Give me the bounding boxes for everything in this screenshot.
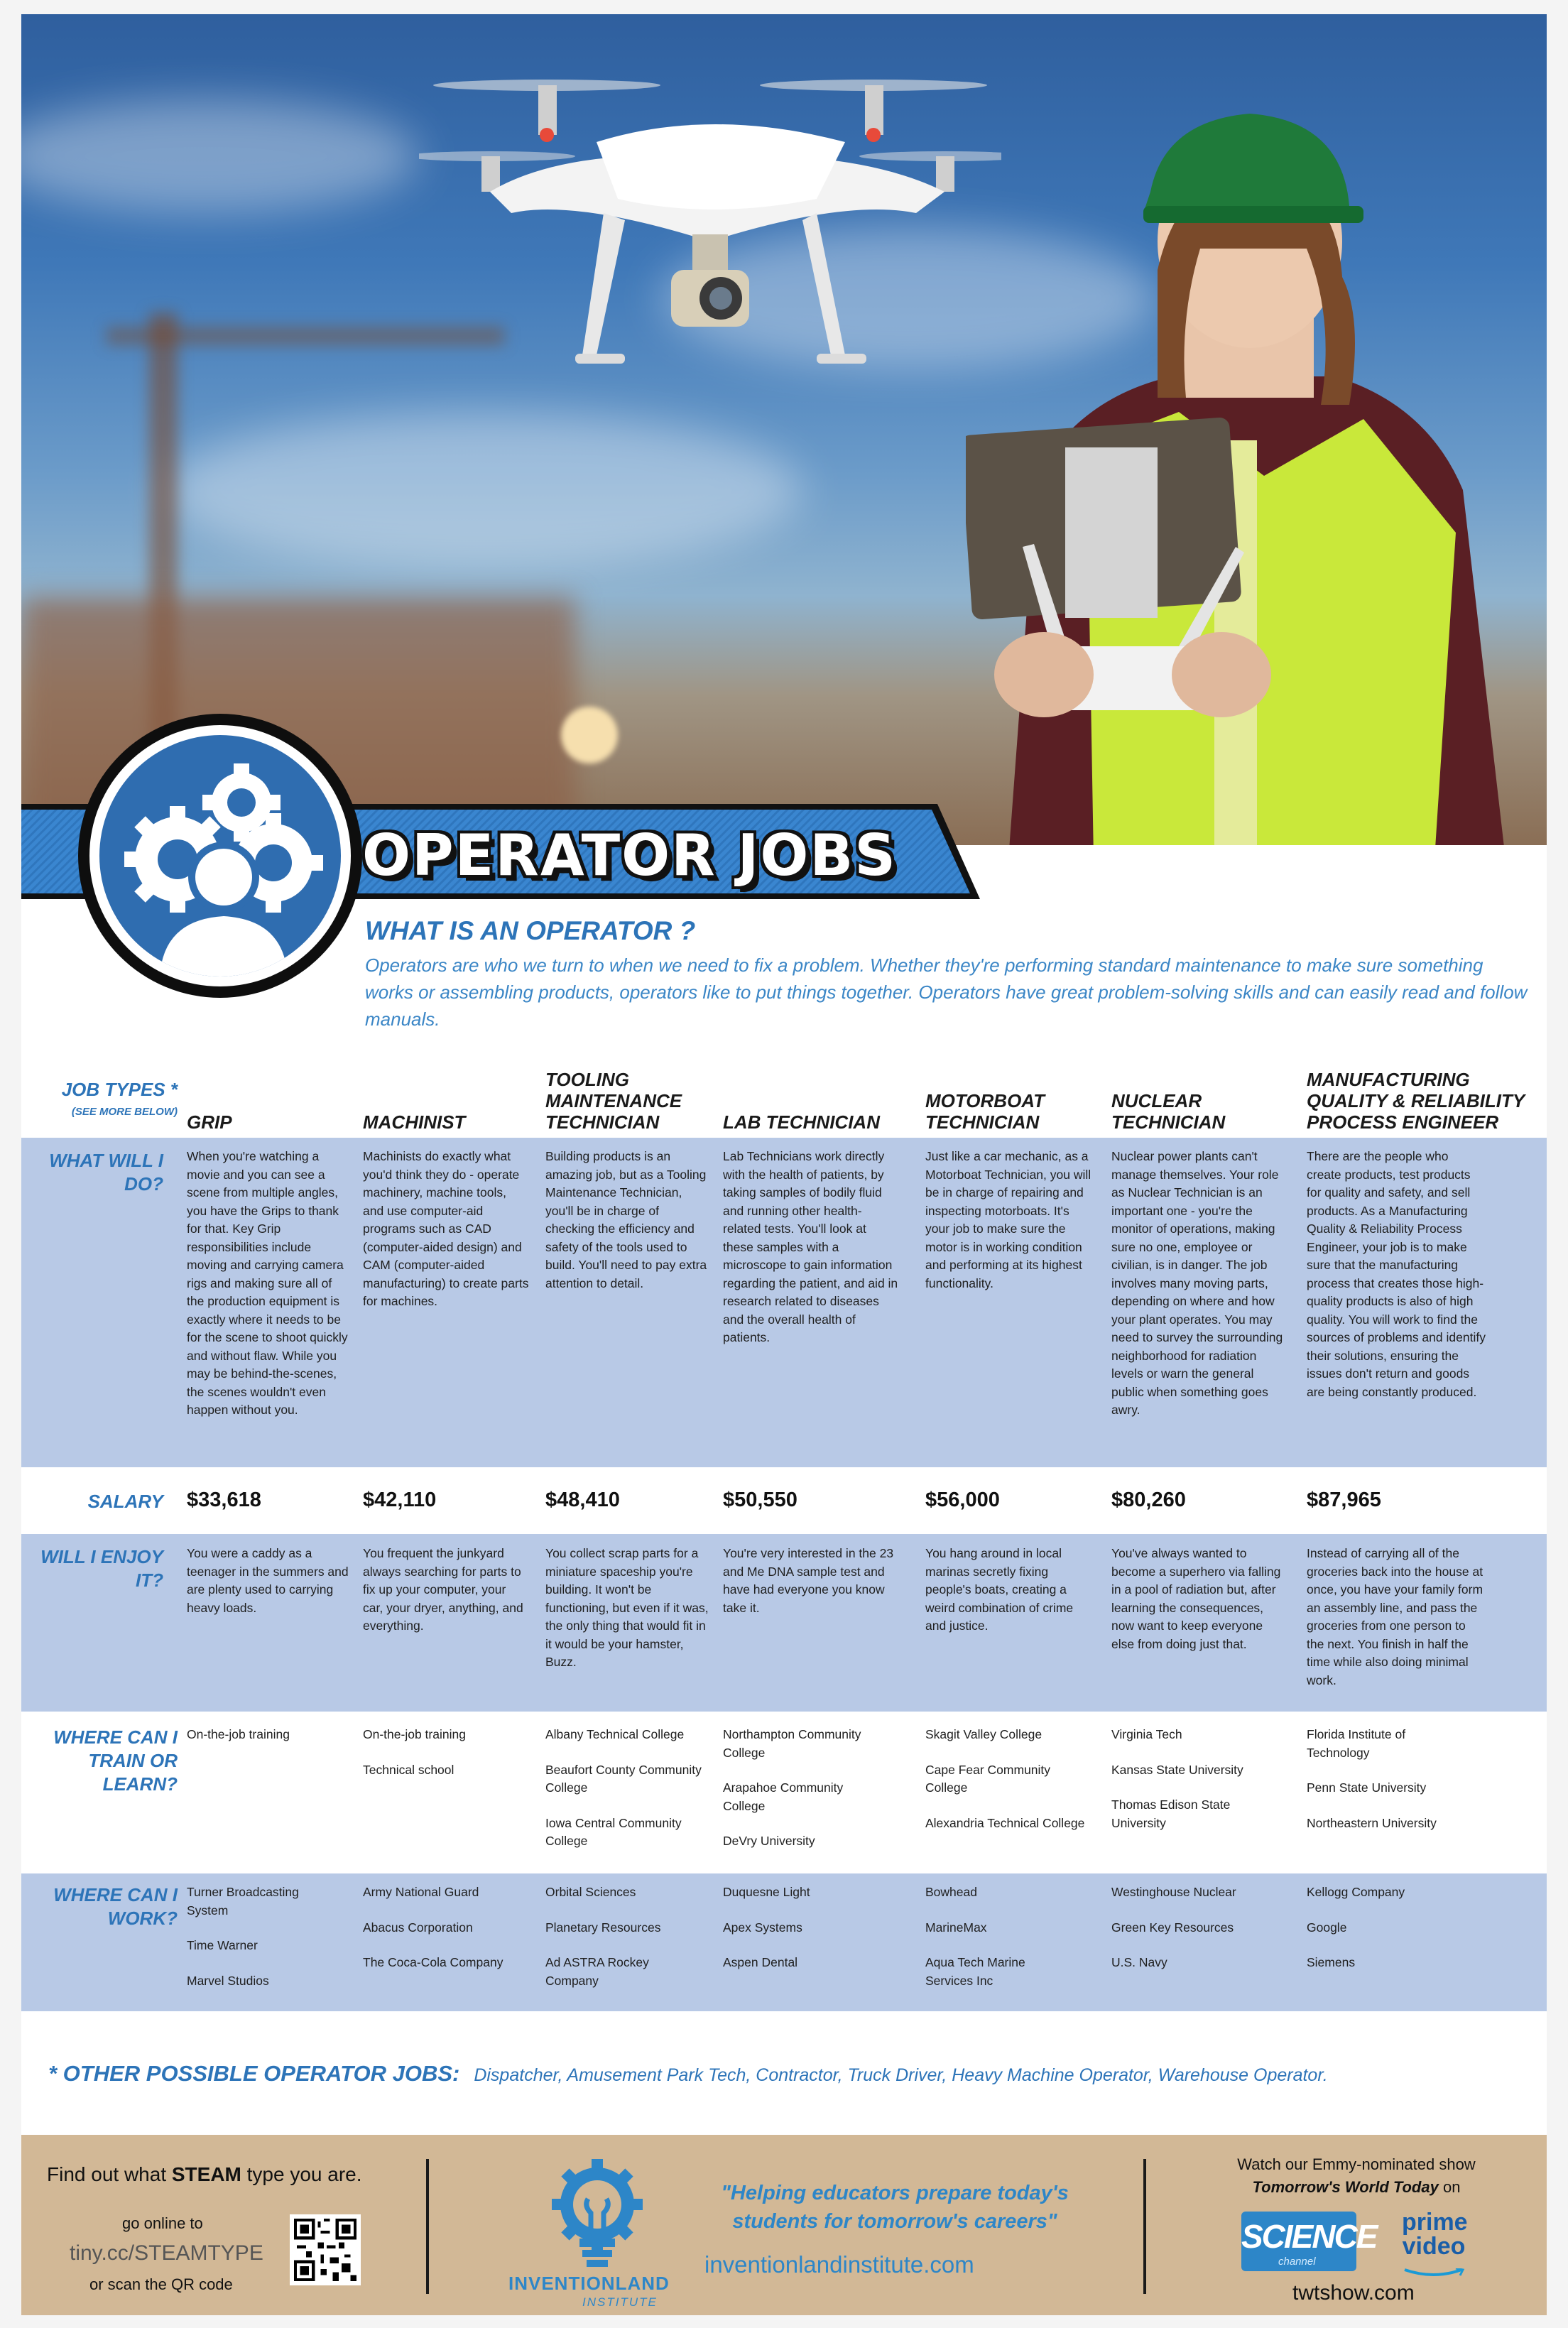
list-item: Orbital Sciences — [545, 1885, 636, 1899]
list-item: Army National Guard — [363, 1885, 479, 1899]
list-item: Virginia Tech — [1111, 1727, 1182, 1741]
work-lab — [723, 1883, 886, 1989]
list-item: Florida Institute of Technology — [1307, 1727, 1406, 1760]
job-header-machinist: MACHINIST — [363, 1111, 466, 1133]
page-title: OPERATOR JOBS — [362, 822, 897, 888]
what-lab: Lab Technicians work directly with the health of patients, by taking samples of bodily fluid and running other health-related tests. You'll look at these samples with a microscope to gain information regarding the patient, and aid in research related to diseases and the overall health of patients. — [723, 1149, 898, 1344]
show-link[interactable]: twtshow.com — [1292, 2281, 1415, 2305]
salary-grip: $33,618 — [187, 1489, 261, 1511]
list-item: Cape Fear Community College — [925, 1762, 1051, 1795]
list-item: The Coca-Cola Company — [363, 1955, 503, 1969]
list-item: On-the-job training — [363, 1727, 466, 1741]
steam-type-link[interactable]: tiny.cc/STEAMTYPE — [70, 2241, 263, 2265]
other-jobs-list: Dispatcher, Amusement Park Tech, Contractor, Truck Driver, Heavy Machine Operator, Warehouse Operator. — [474, 2065, 1328, 2085]
list-item: Thomas Edison State University — [1111, 1797, 1231, 1830]
row-label-enjoy: WILL I ENJOY IT? — [40, 1546, 163, 1591]
train-lab — [723, 1726, 872, 1868]
steam-prompt-bold: STEAM — [171, 2163, 241, 2185]
intro-body: Operators are who we turn to when we need to fix a problem. Whether they're performing standard maintenance to make sure something works or assembling products, operators like to put things together. Operators have great problem-solving skills and can easily read and follow manuals. — [365, 954, 1528, 1030]
job-header-lab: LAB TECHNICIAN — [723, 1111, 880, 1133]
list-item: On-the-job training — [187, 1727, 290, 1741]
enjoy-tooling: You collect scrap parts for a miniature spaceship you're building. It won't be functioning, but even if it was, the only thing that would fit in it would be your hamster, Buzz. — [545, 1546, 709, 1669]
salary-machinist: $42,110 — [363, 1489, 437, 1511]
row-label-work: WHERE CAN I WORK? — [53, 1884, 178, 1929]
operator-photo — [966, 107, 1506, 845]
work-motorboat — [925, 1883, 1067, 2007]
science-channel-logo: SCIENCE — [1241, 2212, 1356, 2271]
list-item: MarineMax — [925, 1920, 987, 1935]
smile-icon — [1402, 2268, 1466, 2278]
list-item: Duquesne Light — [723, 1885, 810, 1899]
institute-name: INVENTIONLAND — [508, 2273, 670, 2294]
enjoy-machinist: You frequent the junkyard always searching for parts to fix up your computer, your car, your dryer, anything, and everything. — [363, 1546, 523, 1633]
train-nuclear — [1111, 1726, 1287, 1849]
list-item: Beaufort County Community College — [545, 1762, 702, 1795]
list-item: Aspen Dental — [723, 1955, 798, 1969]
list-item: Arapahoe Community College — [723, 1780, 844, 1813]
list-item: Siemens — [1307, 1955, 1356, 1969]
job-header-nuclear: NUCLEAR TECHNICIAN — [1111, 1090, 1226, 1133]
steam-prompt — [47, 2163, 362, 2186]
list-item: Northeastern University — [1307, 1815, 1437, 1830]
watch-text — [1186, 2153, 1527, 2199]
list-item: Alexandria Technical College — [925, 1815, 1085, 1830]
work-grip — [187, 1883, 343, 2007]
footer — [21, 2135, 1547, 2315]
lightbulb-gear-icon — [544, 2156, 650, 2270]
list-item: Westinghouse Nuclear — [1111, 1885, 1236, 1899]
drone-illustration — [419, 57, 1001, 426]
list-item: Bowhead — [925, 1885, 977, 1899]
job-types-label: JOB TYPES * — [61, 1079, 178, 1100]
qr-code-icon — [294, 2219, 356, 2281]
train-tooling — [545, 1726, 710, 1868]
other-jobs — [48, 2061, 1525, 2087]
intro-heading: WHAT IS AN OPERATOR ? — [365, 916, 696, 945]
gears-person-icon — [99, 735, 341, 977]
list-item: Penn State University — [1307, 1780, 1427, 1795]
science-channel-sub: channel — [1278, 2256, 1316, 2268]
list-item: Northampton Community College — [723, 1727, 861, 1760]
institute-link[interactable]: inventionlandinstitute.com — [704, 2251, 974, 2278]
other-jobs-label: * OTHER POSSIBLE OPERATOR JOBS: — [48, 2061, 460, 2086]
list-item: DeVry University — [723, 1834, 815, 1848]
list-item: Apex Systems — [723, 1920, 802, 1935]
enjoy-manufacturing: Instead of carrying all of the groceries back into the house at once, you have your family form an assembly line, and pass the groceries from one person to the next. You finish in half the time while also doing minimal work. — [1307, 1546, 1483, 1687]
enjoy-motorboat: You hang around in local marinas secretly fixing people's boats, creating a weird combination of crime and justice. — [925, 1546, 1074, 1633]
show-name: Tomorrow's World Today — [1252, 2178, 1439, 2196]
list-item: Technical school — [363, 1762, 454, 1777]
list-item: Turner Broadcasting System — [187, 1885, 299, 1918]
job-header-manufacturing: MANUFACTURING QUALITY & RELIABILITY PROCESS ENGINEER — [1307, 1069, 1525, 1133]
steam-prompt-prefix: Find out what — [47, 2163, 172, 2185]
list-item: Skagit Valley College — [925, 1727, 1042, 1741]
what-tooling: Building products is an amazing job, but as a Tooling Maintenance Technician, you'll be in charge of checking the efficiency and safety of the tools used to build. You'll need to pay extra attention to detail. — [545, 1149, 707, 1290]
list-item: Abacus Corporation — [363, 1920, 473, 1935]
list-item: Ad ASTRA Rockey Company — [545, 1955, 649, 1988]
work-machinist — [363, 1883, 505, 1989]
what-nuclear: Nuclear power plants can't manage themselves. Your role as Nuclear Technician is an important one - you're the monitor of operations, making sure no one, employee or civilian, is in danger. The job involves many moving parts, depending on where and how your plant operates. You may need to survey the surrounding neighborhood for radiation levels or warn the general public when something goes awry. — [1111, 1149, 1283, 1417]
what-grip: When you're watching a movie and you can see a scene from multiple angles, you have the Grips to thank for that. Key Grip responsibilities include moving and carrying camera rigs and making sure all of the production equipment is exactly where it needs to be for the scene to shoot quickly and without flaw. While you may be behind-the-scenes, the scenes wouldn't even happen without you. — [187, 1149, 348, 1417]
scan-text: or scan the QR code — [89, 2275, 233, 2293]
row-label-what: WHAT WILL I DO? — [49, 1150, 163, 1195]
job-header-grip: GRIP — [187, 1111, 232, 1133]
list-item: Time Warner — [187, 1938, 258, 1952]
list-item: Green Key Resources — [1111, 1920, 1234, 1935]
list-item: Iowa Central Community College — [545, 1815, 682, 1848]
list-item: U.S. Navy — [1111, 1955, 1167, 1969]
salary-nuclear: $80,260 — [1111, 1489, 1186, 1511]
job-header-tooling: TOOLING MAINTENANCE TECHNICIAN — [545, 1069, 682, 1133]
list-item: Aqua Tech Marine Services Inc — [925, 1955, 1025, 1988]
list-item: Google — [1307, 1920, 1347, 1935]
train-machinist — [363, 1726, 529, 1796]
enjoy-nuclear: You've always wanted to become a superhero via falling in a pool of radiation but, after learning the consequences, now want to keep everyone else from doing just that. — [1111, 1546, 1281, 1651]
train-grip — [187, 1726, 350, 1761]
job-types-sub: (SEE MORE BELOW) — [71, 1106, 178, 1118]
list-item: Marvel Studios — [187, 1973, 269, 1988]
list-item: Planetary Resources — [545, 1920, 661, 1935]
prime-video-text: prime video — [1402, 2209, 1468, 2260]
what-manufacturing: There are the people who create products, test products for quality and safety, and sell products. As a Manufacturing Quality & Reliability Process Engineer, your job is to make sure that the manufacturing process that creates those high-quality products is also of high quality. You will work to find the sources of problems and identify their solutions, ensuring the issues don't return and goods are being constantly produced. — [1307, 1149, 1486, 1399]
train-motorboat — [925, 1726, 1094, 1849]
list-item: Albany Technical College — [545, 1727, 685, 1741]
steam-prompt-suffix: type you are. — [241, 2163, 362, 2185]
go-online-text: go online to — [122, 2214, 203, 2232]
prime-video-logo — [1402, 2210, 1466, 2283]
work-nuclear — [1111, 1883, 1287, 1989]
enjoy-grip: You were a caddy as a teenager in the summers and are plenty used to carrying heavy loads. — [187, 1546, 349, 1615]
salary-tooling: $48,410 — [545, 1489, 620, 1511]
institute-quote: "Helping educators prepare today's students for tomorrow's careers" — [721, 2182, 1069, 2233]
watch-line: Watch our Emmy-nominated show — [1237, 2155, 1476, 2173]
footer-divider — [426, 2159, 429, 2294]
job-header-motorboat: MOTORBOAT TECHNICIAN — [925, 1090, 1045, 1133]
train-manufacturing — [1307, 1726, 1463, 1849]
list-item: Kellogg Company — [1307, 1885, 1405, 1899]
institute-sub: INSTITUTE — [582, 2295, 658, 2309]
salary-lab: $50,550 — [723, 1489, 797, 1511]
watch-on: on — [1438, 2178, 1461, 2196]
what-machinist: Machinists do exactly what you'd think they do - operate machinery, machine tools, and use computer-aid programs such as CAD (computer-aided design) and CAM (computer-aided manufacturing) to create parts for machines. — [363, 1149, 529, 1308]
sun — [561, 707, 618, 763]
poster — [21, 14, 1547, 2315]
footer-divider — [1143, 2159, 1146, 2294]
list-item: Kansas State University — [1111, 1762, 1243, 1777]
salary-manufacturing: $87,965 — [1307, 1489, 1381, 1511]
work-tooling — [545, 1883, 687, 2007]
salary-motorboat: $56,000 — [925, 1489, 1000, 1511]
qr-code[interactable] — [290, 2214, 361, 2285]
what-motorboat: Just like a car mechanic, as a Motorboat Technician, you will be in charge of repairing and inspecting motorboats. It's your job to make sure the motor is in working condition and performing at its highest functionality. — [925, 1149, 1091, 1290]
row-label-train: WHERE CAN I TRAIN OR LEARN? — [53, 1726, 178, 1795]
enjoy-lab: You're very interested in the 23 and Me DNA sample test and have had everyone you know take it. — [723, 1546, 894, 1615]
work-manufacturing — [1307, 1883, 1486, 1989]
operator-badge — [78, 714, 362, 998]
row-label-salary: SALARY — [87, 1491, 163, 1512]
